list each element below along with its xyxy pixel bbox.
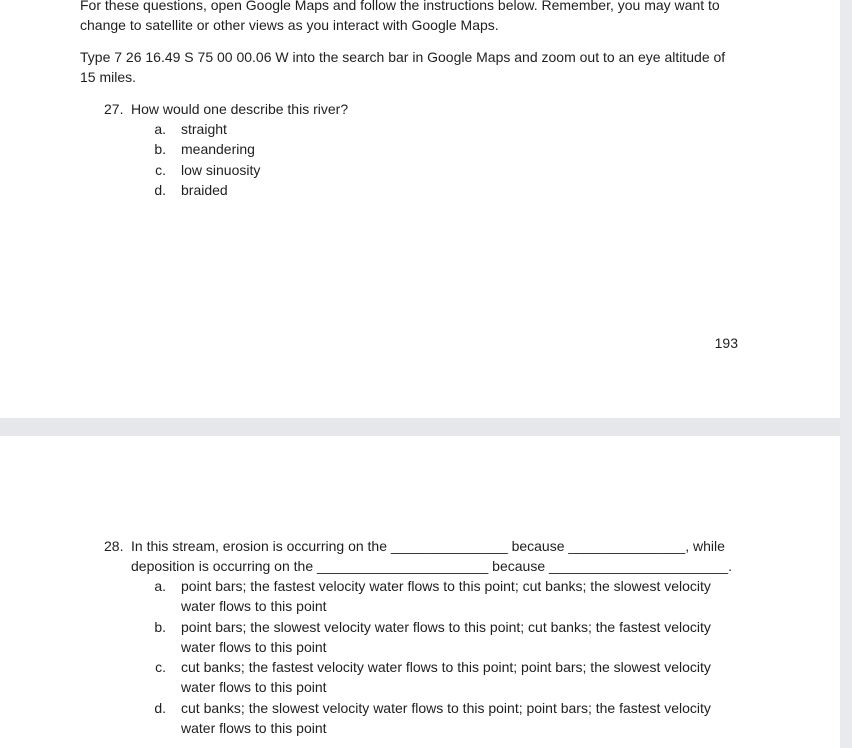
q28-option-b-line-1: point bars; the slowest velocity water flows to this point; cut banks; the fastest velocity xyxy=(181,619,711,635)
q27-option-a-text: straight xyxy=(181,121,227,137)
q28-option-b-line-2: water flows to this point xyxy=(181,639,327,655)
q28-option-d-line-2: water flows to this point xyxy=(181,720,327,736)
instruction-line-2: 15 miles. xyxy=(80,69,137,85)
document-page-bottom xyxy=(0,436,840,748)
question-28-line-1: In this stream, erosion is occurring on the _______________ because _______________, while xyxy=(131,538,725,554)
question-27-number: 27. xyxy=(104,101,124,117)
q27-option-d-letter: d. xyxy=(154,182,166,198)
q27-option-c-letter: c. xyxy=(155,162,166,178)
q28-option-d-letter: d. xyxy=(154,700,166,716)
q27-option-b-text: meandering xyxy=(181,141,255,157)
q27-option-b-letter: b. xyxy=(154,141,166,157)
q28-option-a-letter: a. xyxy=(154,578,166,594)
question-28-number: 28. xyxy=(104,538,124,554)
question-27-text: How would one describe this river? xyxy=(131,101,349,117)
question-28-line-2: deposition is occurring on the ______________________ because _______________________. xyxy=(131,558,732,574)
q28-option-a-line-1: point bars; the fastest velocity water flows to this point; cut banks; the slowest velocity xyxy=(181,578,711,594)
q28-option-c-line-1: cut banks; the fastest velocity water flows to this point; point bars; the slowest velocity xyxy=(181,659,711,675)
q27-option-a-letter: a. xyxy=(154,121,166,137)
q28-option-b-letter: b. xyxy=(154,619,166,635)
q28-option-c-line-2: water flows to this point xyxy=(181,679,327,695)
intro-line-1: For these questions, open Google Maps and follow the instructions below. Remember, you may want to xyxy=(80,0,720,13)
q28-option-a-line-2: water flows to this point xyxy=(181,598,327,614)
instruction-line-1: Type 7 26 16.49 S 75 00 00.06 W into the search bar in Google Maps and zoom out to an eye altitude of xyxy=(80,49,726,65)
q28-option-c-letter: c. xyxy=(155,659,166,675)
q27-option-d-text: braided xyxy=(181,182,228,198)
q27-option-c-text: low sinuosity xyxy=(181,162,261,178)
vertical-scrollbar[interactable] xyxy=(840,0,852,748)
q28-option-d-line-1: cut banks; the slowest velocity water flows to this point; point bars; the fastest velocity xyxy=(181,700,711,716)
page-number: 193 xyxy=(714,335,738,351)
intro-line-2: change to satellite or other views as you interact with Google Maps. xyxy=(80,17,499,33)
